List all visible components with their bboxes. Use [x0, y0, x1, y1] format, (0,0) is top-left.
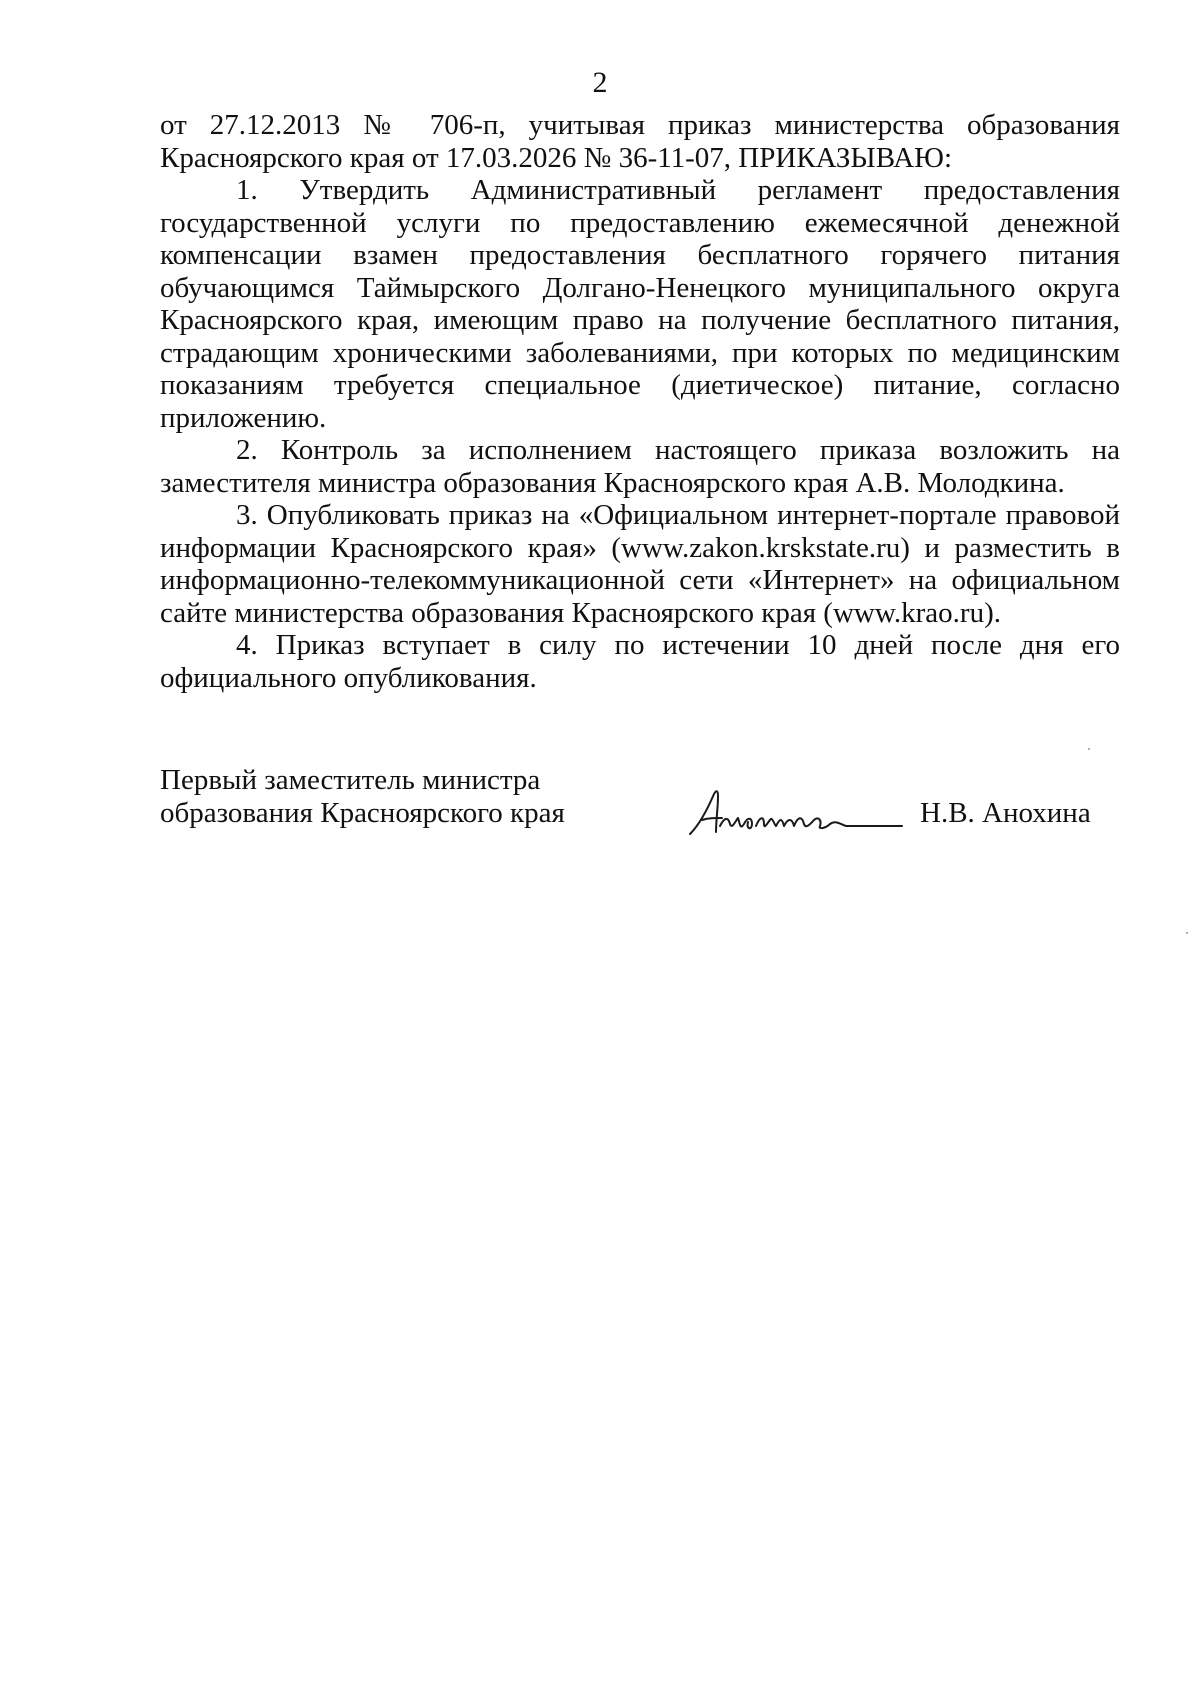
order-item-3: 3. Опубликовать приказ на «Официальном интернет-портале правовой информации Красноярского края» (www.zakon.krskstate.ru) и разместить в информационно-телекоммуникационной сети «Интернет» на официальном сайте министерства образования Красноярского края (www.krao.ru).: [160, 499, 1120, 629]
signer-name: Н.В. Анохина: [920, 797, 1091, 829]
signature-block: [160, 764, 1120, 844]
order-intro-paragraph: от 27.12.2013 № 706-п, учитывая приказ министерства образования Красноярского края от 17.03.2026 № 36-11-07, ПРИКАЗЫВАЮ:: [160, 109, 1120, 174]
order-item-2: 2. Контроль за исполнением настоящего приказа возложить на заместителя министра образования Красноярского края А.В. Молодкина.: [160, 434, 1120, 499]
order-item-1: 1. Утвердить Административный регламент предоставления государственной услуги по предоставлению ежемесячной денежной компенсации взамен предоставления бесплатного горячего питания обучающимся Таймырского Долгано-Ненецкого муниципального округа Красноярского края, имеющим право на получение бесплатного питания, страдающим хроническими заболеваниями, при которых по медицинским показаниям требуется специальное (диетическое) питание, согласно приложению.: [160, 174, 1120, 434]
signer-title-line-2: образования Красноярского края: [160, 797, 565, 829]
scan-speck: [1088, 748, 1090, 750]
order-body: [160, 109, 1120, 694]
page-number: 2: [592, 66, 608, 99]
signer-title: [160, 764, 580, 830]
handwritten-signature: [680, 780, 910, 842]
scan-speck: [1186, 932, 1188, 934]
order-item-4: 4. Приказ вступает в силу по истечении 10 дней после дня его официального опубликования.: [160, 629, 1120, 694]
signer-title-line-1: Первый заместитель министра: [160, 764, 541, 796]
